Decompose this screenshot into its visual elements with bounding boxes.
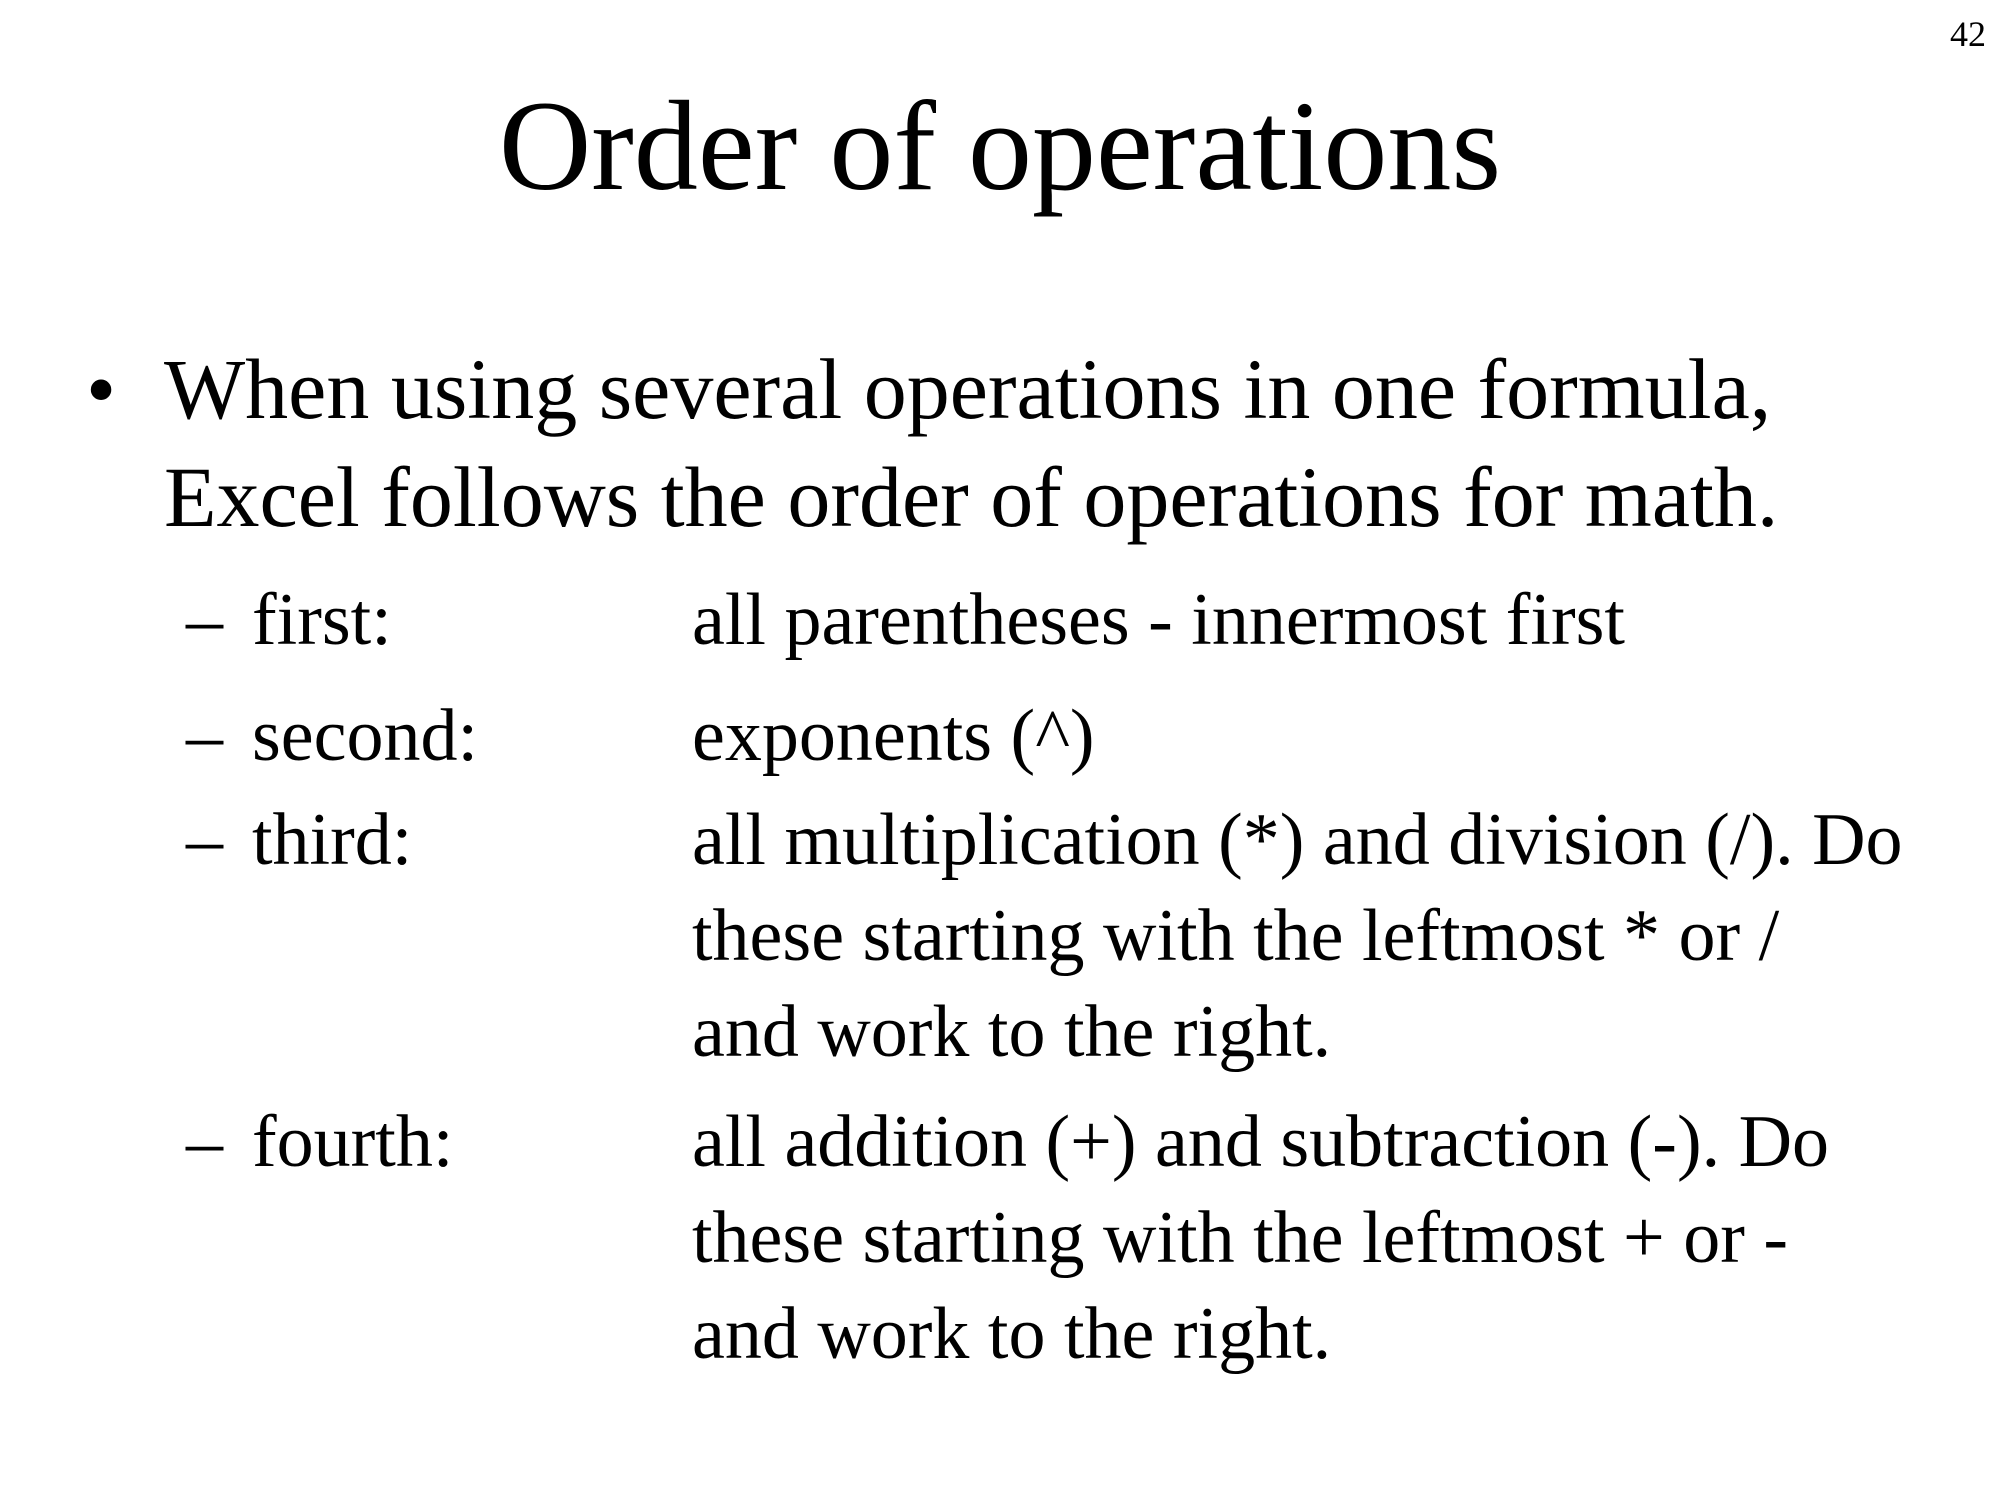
sub-item-label: fourth: xyxy=(252,1101,454,1183)
sub-item-dash: – xyxy=(186,579,223,661)
sub-item-description xyxy=(692,688,1972,784)
sub-item-description xyxy=(692,792,1972,1080)
description-line: and work to the right. xyxy=(692,991,1332,1073)
sub-item-label: second: xyxy=(252,695,479,777)
page-number: 42 xyxy=(1950,14,1986,54)
description-line: these starting with the leftmost * or / xyxy=(692,895,1780,977)
sub-item-dash: – xyxy=(186,695,223,777)
sub-item-label: third: xyxy=(252,799,413,881)
bullet-line: When using several operations in one formula, xyxy=(164,341,1772,437)
description-line: all parentheses - innermost first xyxy=(692,579,1625,661)
slide-title: Order of operations xyxy=(498,75,1502,217)
sub-item-dash: – xyxy=(186,1101,223,1183)
sub-item-description xyxy=(692,1094,1972,1382)
bullet-marker: • xyxy=(86,341,117,437)
description-line: all addition (+) and subtraction (-). Do xyxy=(692,1101,1830,1183)
sub-item-dash: – xyxy=(186,799,223,881)
sub-item-label: first: xyxy=(252,579,392,661)
description-line: these starting with the leftmost + or - xyxy=(692,1197,1789,1279)
bullet-line: Excel follows the order of operations for math. xyxy=(164,449,1779,545)
sub-item-description xyxy=(692,572,1972,668)
description-line: all multiplication (*) and division (/). Do xyxy=(692,799,1903,881)
bullet-text xyxy=(164,335,1964,551)
description-line: and work to the right. xyxy=(692,1293,1332,1375)
description-line: exponents (^) xyxy=(692,695,1095,777)
